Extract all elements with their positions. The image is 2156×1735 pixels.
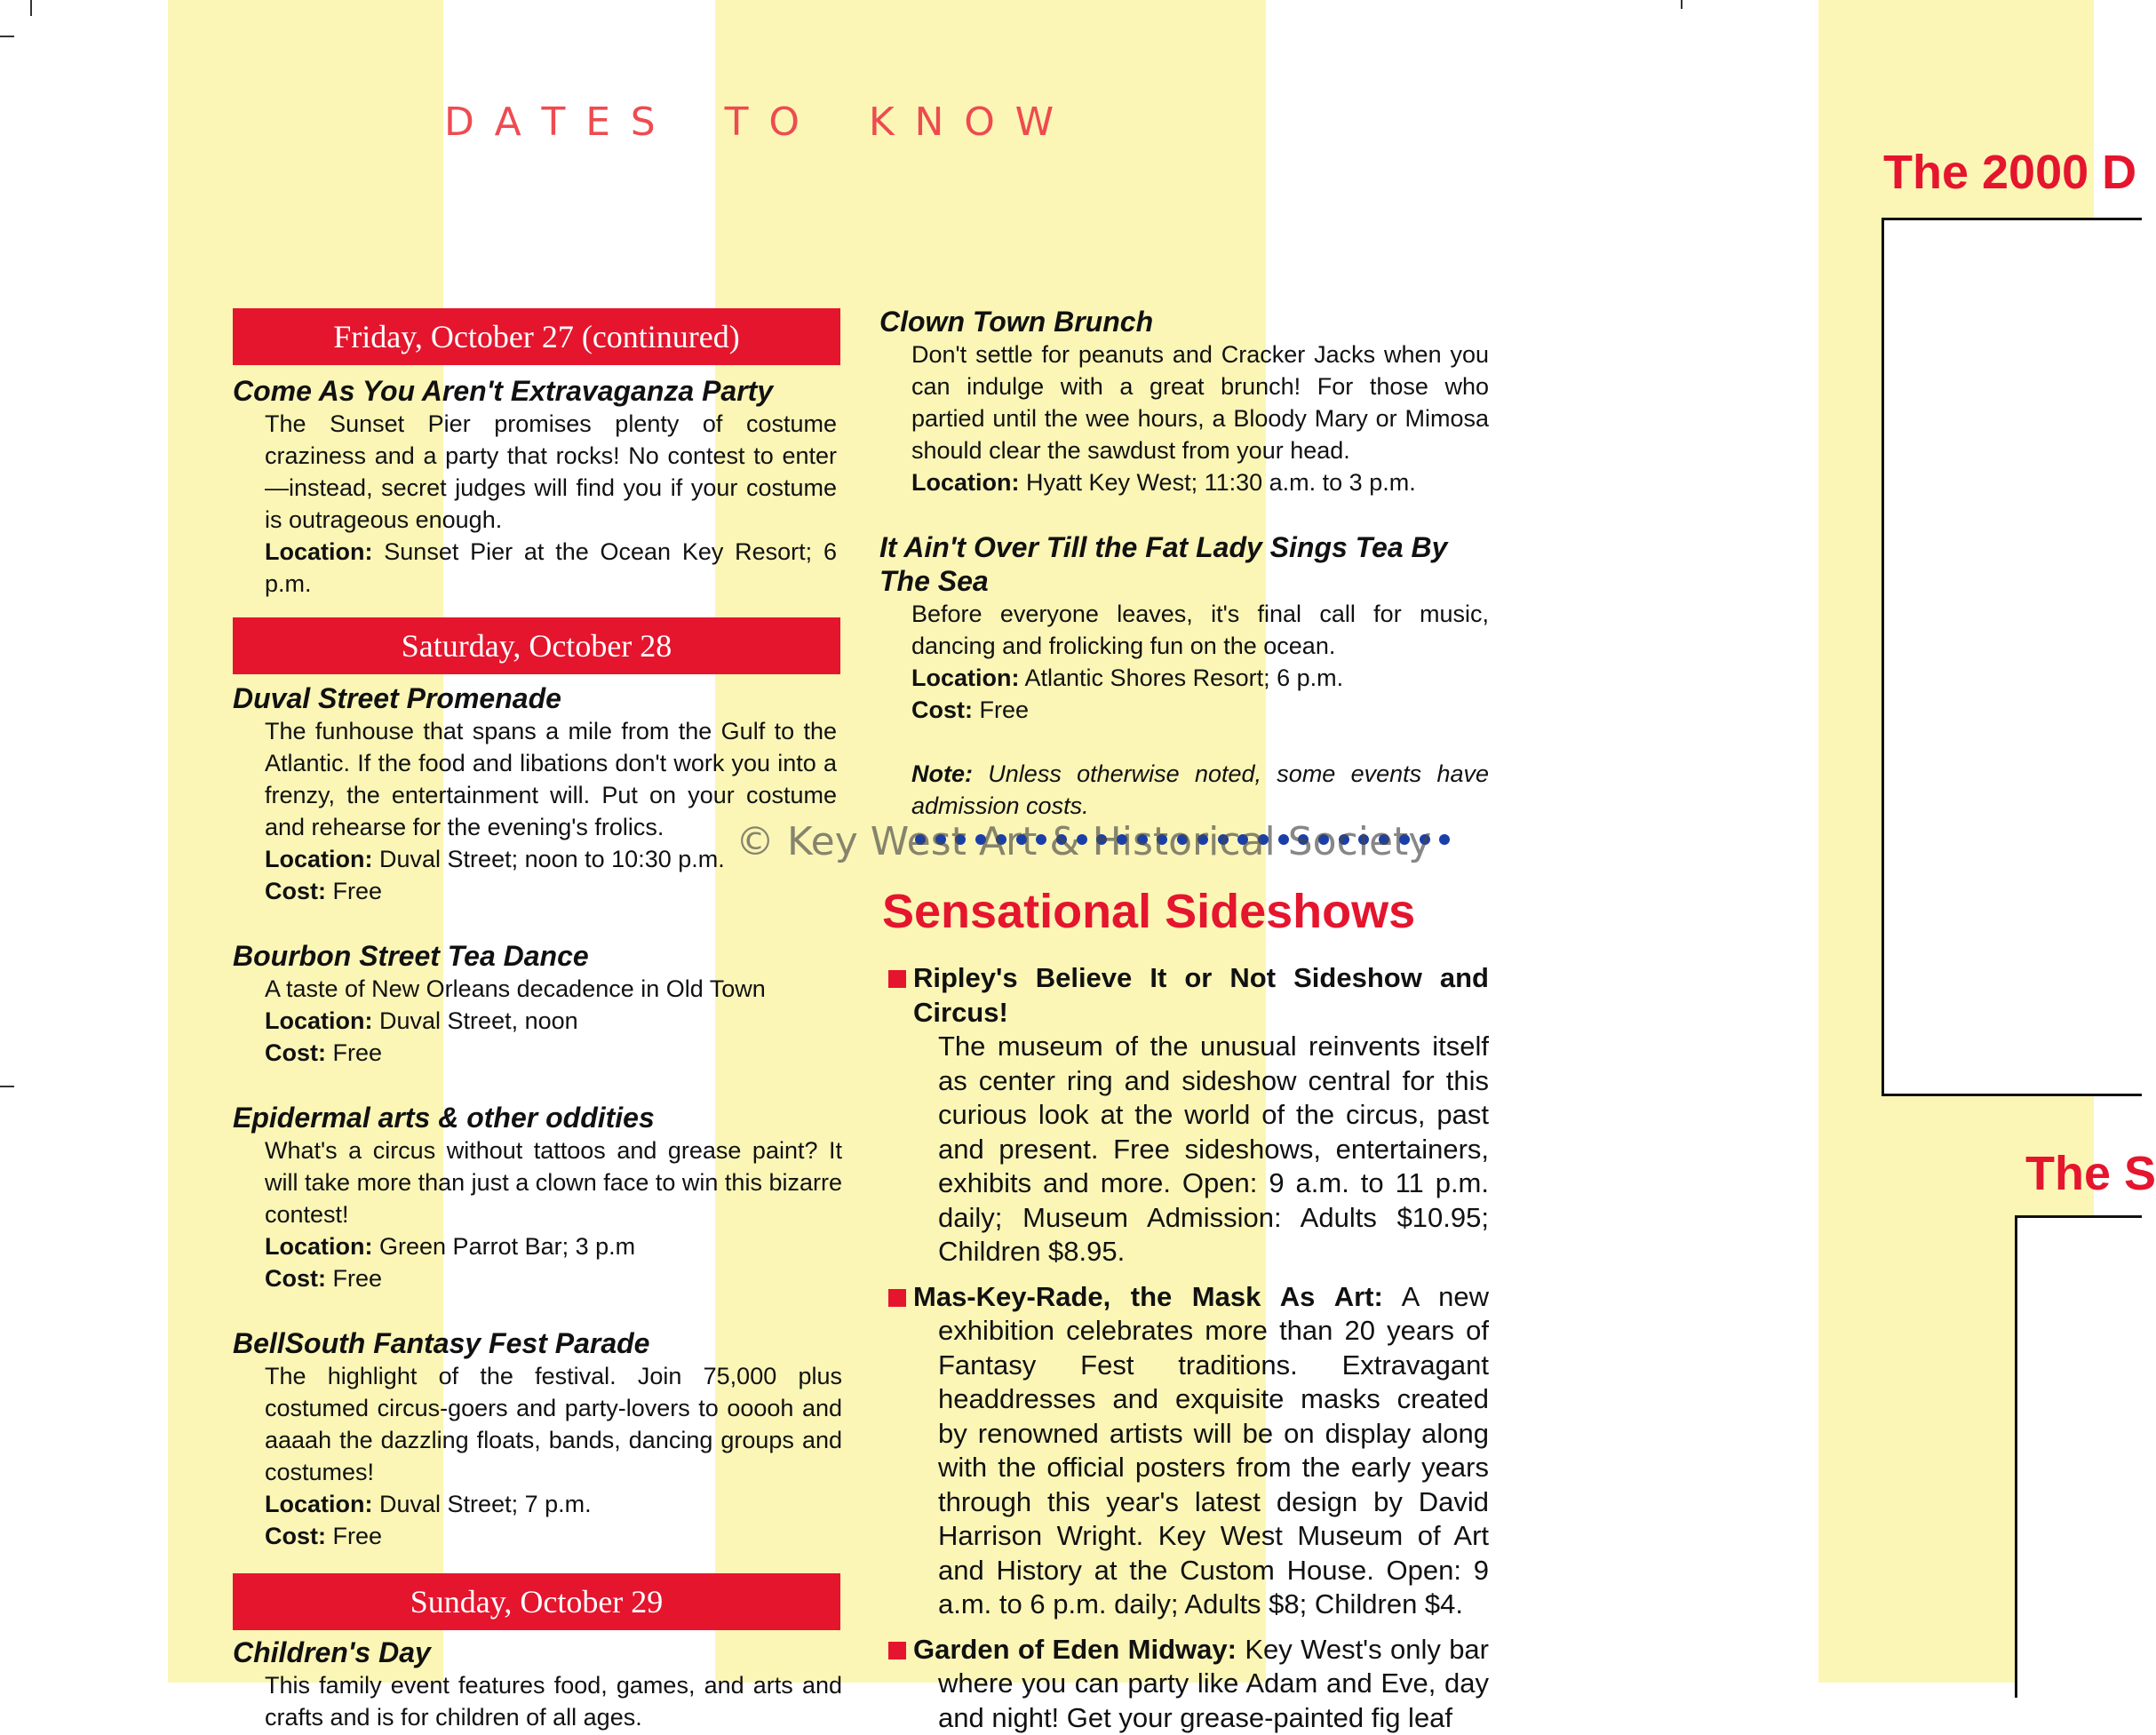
event-cost: Cost: Free <box>265 875 837 907</box>
event-body <box>233 973 837 1069</box>
event-description: The highlight of the festival. Join 75,000 plus costumed circus-goers and party-lovers to ooooh and aaaah the dazzling floats, bands, dancing groups and costumes! <box>265 1360 842 1488</box>
middle-column <box>879 305 1501 822</box>
event-body <box>233 1669 842 1733</box>
event-title: BellSouth Fantasy Fest Parade <box>233 1326 842 1360</box>
sideshow-item <box>881 1280 1489 1622</box>
event-description: The funhouse that spans a mile from the Gulf to the Atlantic. If the food and libations don't work you into a frenzy, the entertainment will. Put on your costume and rehearse for the evening's frolics. <box>265 715 837 843</box>
event-description: A taste of New Orleans decadence in Old Town <box>265 973 837 1005</box>
dates-to-know-heading: D A T E S T O K N O W <box>444 99 1058 145</box>
red-square-bullet-icon <box>888 1642 906 1659</box>
event-description: This family event features food, games, and arts and crafts and is for children of all ages. <box>265 1669 842 1733</box>
event-location: Location: Duval Street, noon <box>265 1005 837 1037</box>
copyright-watermark: © Key West Art & Historical Society <box>736 819 1431 864</box>
event-cost: Cost: Free <box>265 1262 842 1294</box>
crop-mark <box>0 36 14 37</box>
event-body <box>879 338 1489 498</box>
event-title: Bourbon Street Tea Dance <box>233 939 842 973</box>
right-page-subtitle: The S <box>2025 1146 2156 1201</box>
event-description: Don't settle for peanuts and Cracker Jacks when you can indulge with a great brunch! For those who partied until the wee hours, a Bloody Mary or Mimosa should clear the sawdust from your head. <box>911 338 1489 466</box>
crop-mark <box>30 0 32 16</box>
event-title: Clown Town Brunch <box>879 305 1501 338</box>
event-title: Come As You Aren't Extravaganza Party <box>233 374 842 408</box>
image-frame <box>1882 218 2142 1096</box>
red-square-bullet-icon <box>888 1289 906 1307</box>
event-description: Before everyone leaves, it's final call for music, dancing and frolicking fun on the ocean. <box>911 598 1489 662</box>
sideshow-description: Mas-Key-Rade, the Mask As Art: A new exhibition celebrates more than 20 years of Fantasy Fest traditions. Extravagant headdresses and exquisite masks created by renowned artists will be on display along with the official posters from the early years through this year's latest design by David Harrison Wright. Key West Museum of Art and History at the Custom House. Open: 9 a.m. to 6 p.m. daily; Adults $8; Children $4. <box>938 1280 1489 1622</box>
sideshow-description: The museum of the unusual reinvents itself as center ring and sideshow central for this curious look at the world of the circus, past and present. Free sideshows, entertainers, exhibits and more. Open: 9 a.m. to 11 p.m. daily; Museum Admission: Adults $10.95; Children $8.95. <box>938 1030 1489 1269</box>
day-banner: Saturday, October 28 <box>233 617 840 674</box>
sideshow-name: Ripley's Believe It or Not Sideshow and Circus! <box>913 961 1489 1030</box>
crop-mark <box>0 1086 14 1087</box>
day-banner: Sunday, October 29 <box>233 1573 840 1630</box>
blue-dot <box>1439 834 1450 845</box>
event-body <box>879 598 1489 726</box>
sideshow-description: Garden of Eden Midway: Key West's only bar where you can party like Adam and Eve, day and night! Get your grease-painted fig leaf <box>938 1633 1489 1735</box>
event-body <box>233 1134 842 1294</box>
right-page-title: The 2000 D <box>1883 145 2136 200</box>
event-description: The Sunset Pier promises plenty of costume craziness and a party that rocks! No contest to enter—instead, secret judges will find you if your costume is outrageous enough. <box>265 408 837 536</box>
event-title: It Ain't Over Till the Fat Lady Sings Tea By The Sea <box>879 530 1501 598</box>
day-banner: Friday, October 27 (continured) <box>233 308 840 365</box>
event-title: Children's Day <box>233 1636 842 1669</box>
event-cost: Cost: Free <box>911 694 1489 726</box>
event-body <box>233 1360 842 1552</box>
event-body <box>233 715 837 907</box>
crop-mark <box>1681 0 1683 9</box>
event-location: Location: Atlantic Shores Resort; 6 p.m. <box>911 662 1489 694</box>
event-location: Location: Green Parrot Bar; 3 p.m <box>265 1230 842 1262</box>
admission-note: Note: Unless otherwise noted, some events have admission costs. <box>879 758 1489 822</box>
red-square-bullet-icon <box>888 970 906 988</box>
event-cost: Cost: Free <box>265 1520 842 1552</box>
event-cost: Cost: Free <box>265 1037 837 1069</box>
event-title: Duval Street Promenade <box>233 681 842 715</box>
left-column <box>233 308 842 1733</box>
sideshow-item <box>881 961 1489 1269</box>
sideshows-list <box>881 961 1489 1735</box>
image-frame <box>2015 1215 2142 1698</box>
event-location: Location: Sunset Pier at the Ocean Key Resort; 6 p.m. <box>265 536 837 600</box>
event-description: What's a circus without tattoos and grease paint? It will take more than just a clown face to win this bizarre contest! <box>265 1134 842 1230</box>
event-location: Location: Duval Street; noon to 10:30 p.m. <box>265 843 837 875</box>
sideshows-title: Sensational Sideshows <box>882 884 1415 939</box>
event-location: Location: Duval Street; 7 p.m. <box>265 1488 842 1520</box>
event-body <box>233 408 837 600</box>
event-title: Epidermal arts & other oddities <box>233 1101 842 1134</box>
event-location: Location: Hyatt Key West; 11:30 a.m. to 3 p.m. <box>911 466 1489 498</box>
sideshow-item <box>881 1633 1489 1735</box>
